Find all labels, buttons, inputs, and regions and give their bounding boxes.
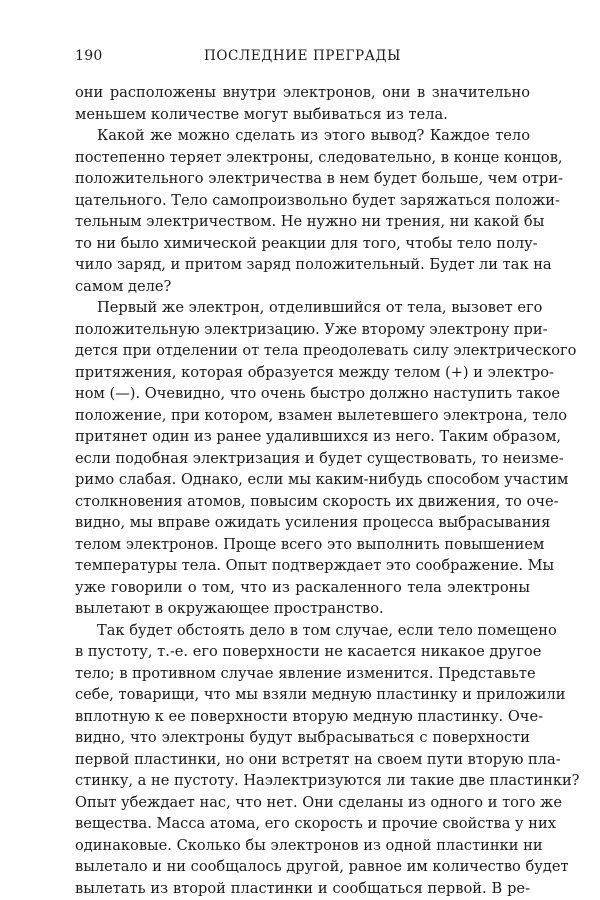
- text-line: себе, товарищи, что мы взяли медную пластинку и приложили: [75, 686, 566, 703]
- text-line: самом деле?: [75, 277, 172, 295]
- paragraph: [75, 125, 563, 297]
- text-line: температуры тела. Опыт подтверждает это соображение. Мы: [75, 557, 555, 574]
- text-line: Первый же электрон, отделившийся от тела, вызовет его: [97, 299, 543, 316]
- page-header: [75, 48, 530, 74]
- text-line: постепенно теряет электроны, следовательно, в конце концов,: [75, 148, 563, 166]
- text-line: тело; в противном случае явление изменится. Представьте: [75, 664, 536, 682]
- text-line: то ни было химической реакции для того, чтобы тело полу-: [75, 234, 538, 252]
- text-line: ном (—). Очевидно, что очень быстро должно наступить такое: [75, 385, 560, 402]
- text-line: первой пластинки, но они встретят на своем пути вторую пла-: [75, 750, 561, 768]
- text-line: вылетало и ни сообщалось другой, равное им количество будет: [75, 858, 569, 875]
- text-line: телом электронов. Проще всего это выполнить повышением: [75, 535, 545, 553]
- text-line: Так будет обстоять дело в том случае, если тело помещено: [97, 621, 557, 639]
- text-line: римо слабая. Однако, если мы каким-нибудь способом участим: [75, 471, 569, 488]
- text-line: вещества. Масса атома, его скорость и прочие свойства у них: [75, 815, 556, 832]
- running-title: ПОСЛЕДНИЕ ПРЕГРАДЫ: [204, 48, 401, 64]
- text-line: столкновения атомов, повысим скорость их движения, то оче-: [75, 492, 559, 510]
- text-line: стинку, а не пустоту. Наэлектризуются ли такие две пластинки?: [75, 772, 580, 789]
- text-line: видно, что электроны будут выбрасываться с поверхности: [75, 729, 530, 746]
- text-line: тельным электричеством. Не нужно ни трения, ни какой бы: [75, 213, 545, 230]
- paragraph: [75, 297, 577, 620]
- book-page: [75, 48, 580, 899]
- text-line: притянет один из ранее удалившихся из него. Таким образом,: [75, 428, 562, 445]
- text-line: дется при отделении от тела преодолевать силу электрического: [75, 342, 577, 359]
- text-line: уже говорили о том, что из раскаленного тела электроны: [75, 578, 530, 596]
- text-line: положительного электричества в нем будет больше, чем отри-: [75, 170, 563, 187]
- text-line: вылетают в окружающее пространство.: [75, 600, 384, 617]
- text-line: Опыт убеждает нас, что нет. Они сделаны из одного и того же: [75, 793, 563, 811]
- text-line: одинаковые. Сколько бы электронов из одной пластинки ни: [75, 836, 543, 854]
- text-line: положительную электризацию. Уже второму электрону при-: [75, 320, 548, 338]
- paragraph: [75, 620, 580, 900]
- page-number: 190: [75, 48, 103, 64]
- text-line: видно, мы вправе ожидать усиления процесса выбрасывания: [75, 514, 551, 531]
- text-line: в пустоту, т.-е. его поверхности не касается никакое другое: [75, 643, 542, 660]
- text-line: вылетать из второй пластинки и сообщаться первой. В ре-: [75, 879, 530, 897]
- text-line: чило заряд, и притом заряд положительный. Будет ли так на: [75, 256, 552, 273]
- text-line: меньшем количестве могут выбиваться из тела.: [75, 105, 448, 123]
- text-line: притяжения, которая образуется между телом (+) и электро-: [75, 363, 554, 381]
- text-line: вплотную к ее поверхности вторую медную пластинку. Оче-: [75, 707, 544, 725]
- paragraph: [75, 82, 530, 125]
- text-line: если подобная электризация и будет существовать, то неизме-: [75, 449, 564, 467]
- text-line: цательного. Тело самопроизвольно будет заряжаться положи-: [75, 191, 560, 209]
- text-line: они расположены внутри электронов, они в значительно: [75, 84, 530, 101]
- page-body: [75, 82, 580, 899]
- text-line: положение, при котором, взамен вылетевшего электрона, тело: [75, 406, 568, 424]
- text-line: Какой же можно сделать из этого вывод? Каждое тело: [97, 127, 530, 144]
